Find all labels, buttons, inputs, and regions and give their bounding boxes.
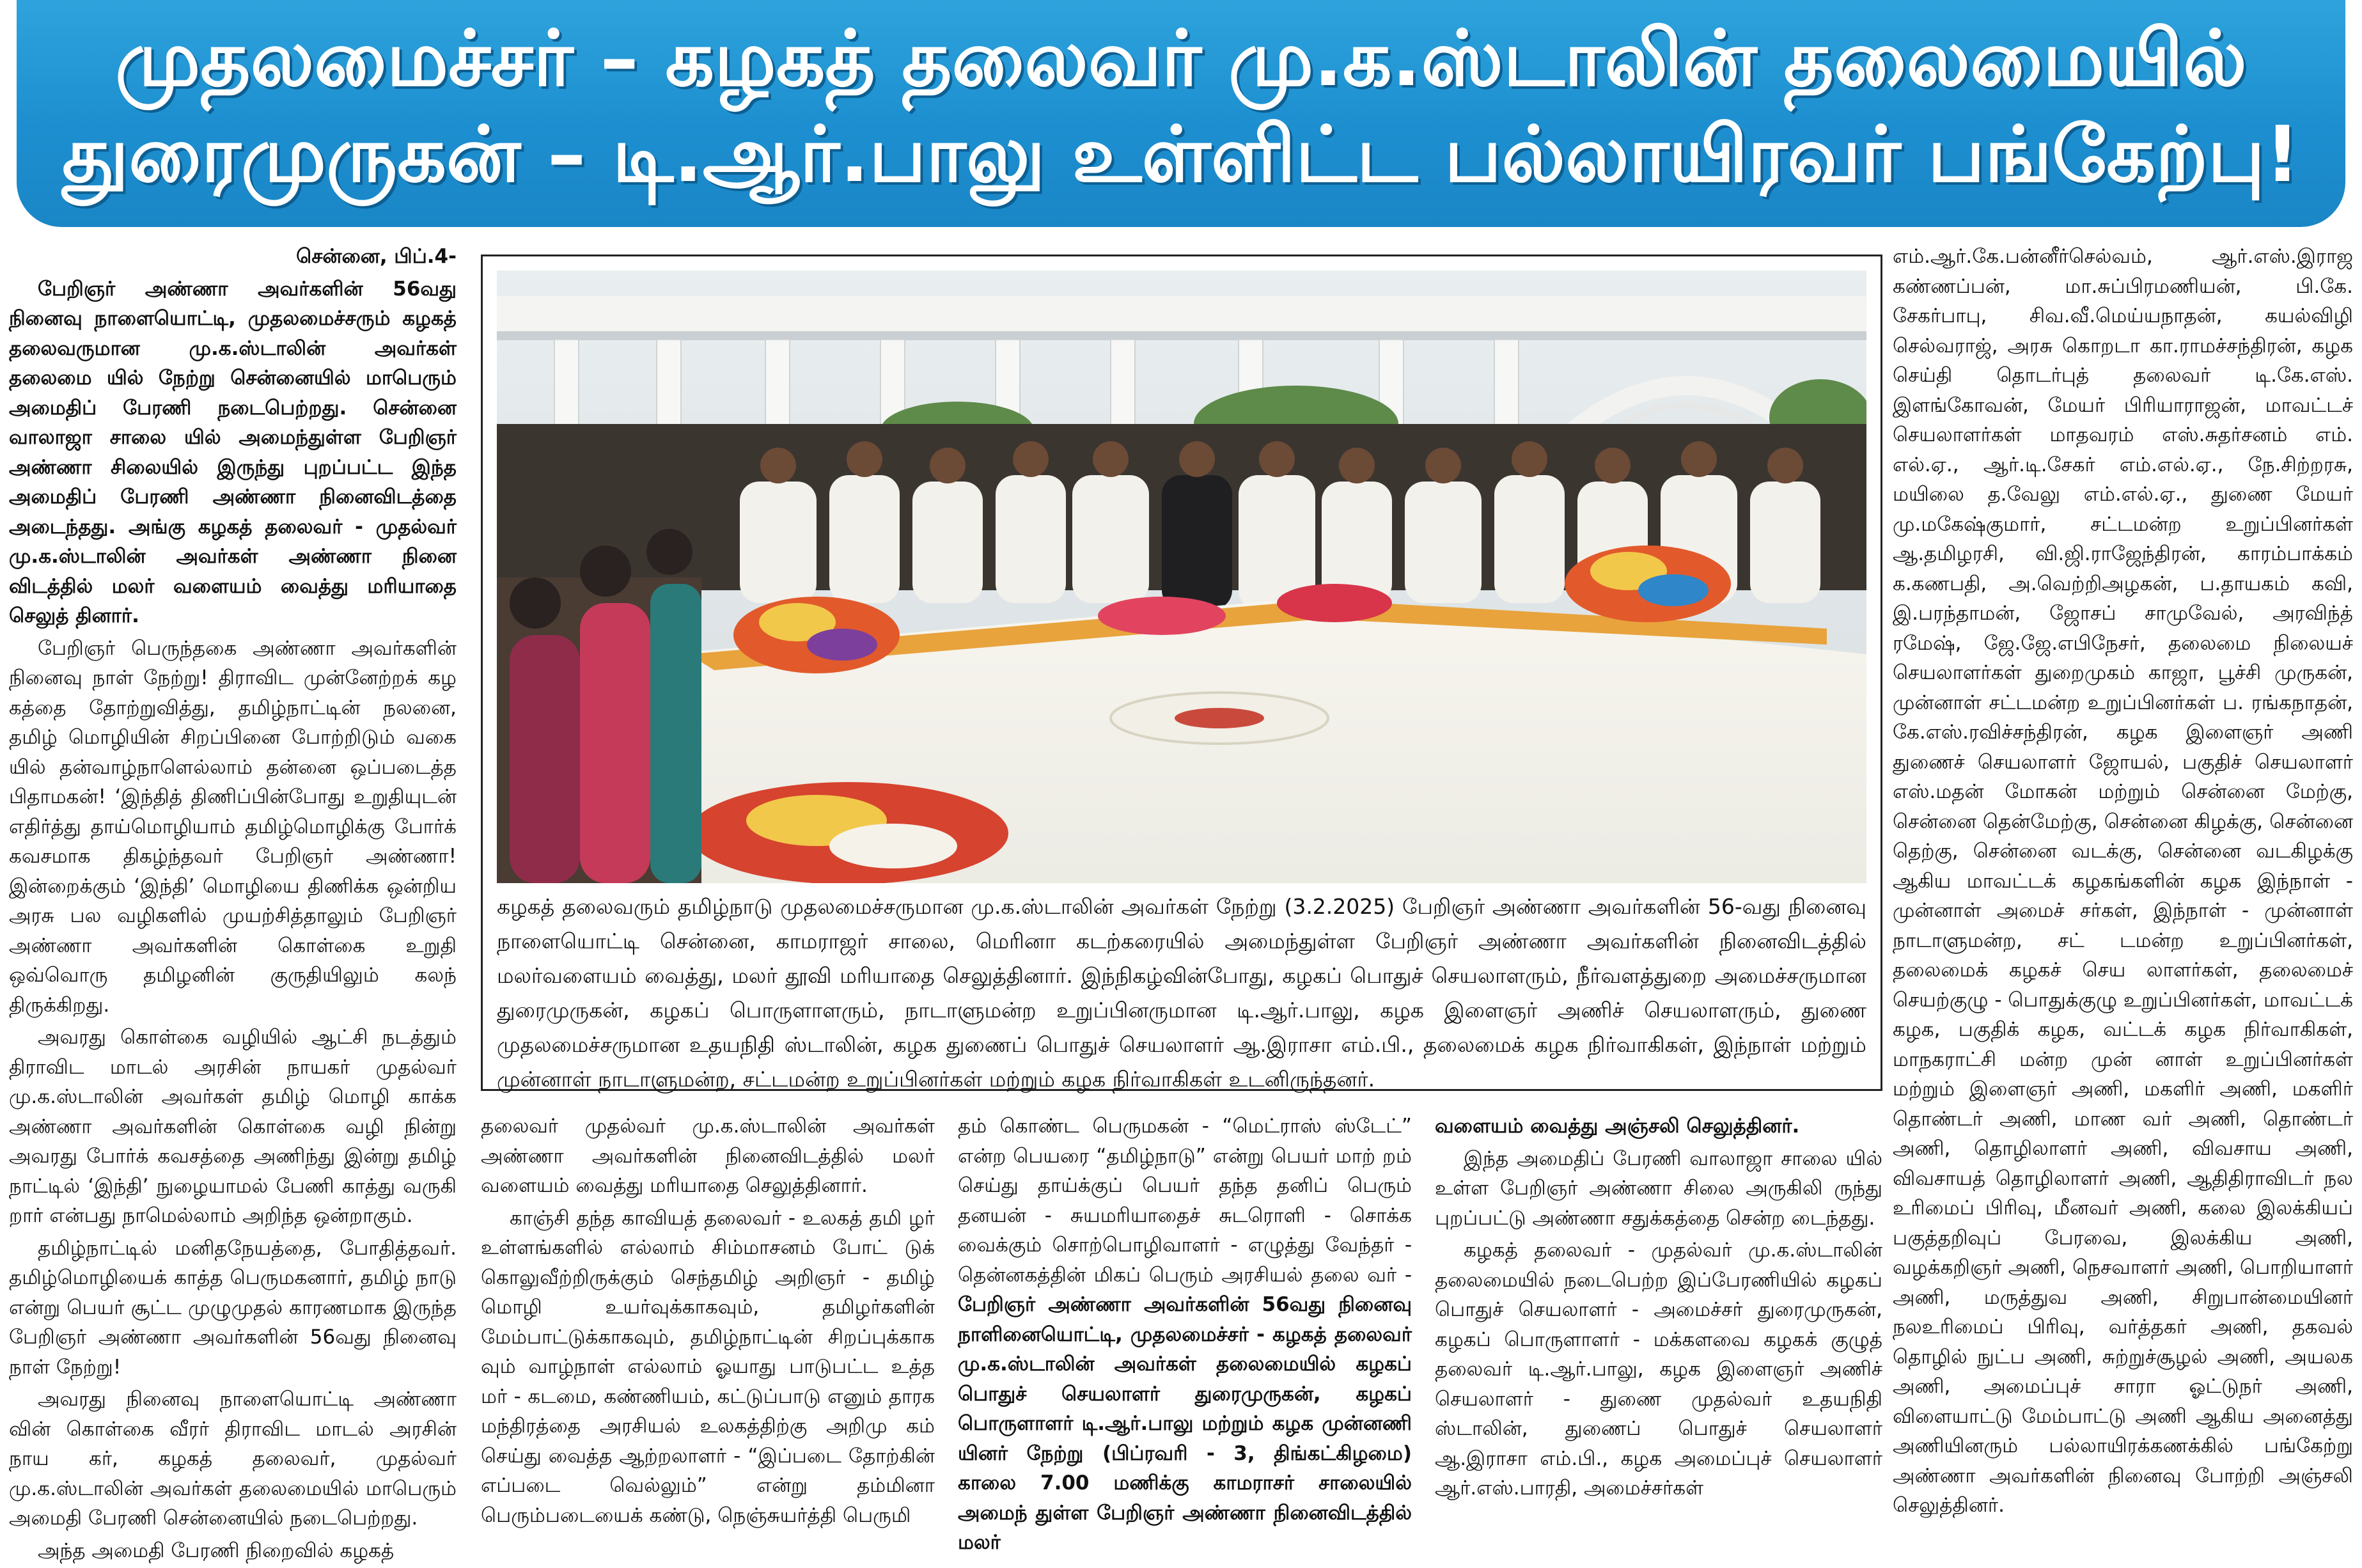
paragraph: கழகத் தலைவர் - முதல்வர் மு.க.ஸ்டாலின் தலைமையில் நடைபெற்ற இப்பேரணியில் கழகப் பொதுச் செயலாளர் - அமைச்சர் துரைமுருகன், கழகப் பொருளாளர் - மக்களவை கழகக் குழுத் தலைவர் டி.ஆர்.பாலு, கழக இளைஞர் அணிச் செயலாளர் - துணை முதல்வர் உதயநிதி ஸ்டாலின், துணைப் பொதுச் செயலாளர் ஆ.இராசா எம்.பி., கழக அமைப்புச் செயலாளர் ஆர்.எஸ்.பாரதி, அமைச்சர்கள் [1435, 1239, 1882, 1500]
paragraph: இந்த அமைதிப் பேரணி வாலாஜா சாலை யில் உள்ள பேறிஞர் அண்ணா சிலை அருகிலி ருந்து புறப்பட்டு அண்ணா சதுக்கத்தை சென்ற டைந்தது. [1435, 1147, 1882, 1230]
paragraph: அவரது நினைவு நாளையொட்டி அண்ணா வின் கொள்கை வீரர் திராவிட மாடல் அரசின் நாய கர், கழகத் தலைவர், முதல்வர் மு.க.ஸ்டாலின் அவர்கள் தலைமையில் மாபெரும் அமைதி பேரணி சென்னையில் நடைபெற்றது. [9, 1388, 457, 1530]
memorial-photo-illustration [497, 270, 1866, 883]
paragraph: பேறிஞர் பெருந்தகை அண்ணா அவர்களின் நினைவு நாள் நேற்று! திராவிட முன்னேற்றக் கழ கத்தை தோற்றுவித்து, தமிழ்நாட்டின் நலனை, தமிழ் மொழியின் சிறப்பினை போற்றிடும் வகை யில் தன்வாழ்நாளெல்லாம் தன்னை ஒப்படைத்த பிதாமகன்! ‘இந்தித் திணிப்பின்போது உறுதியுடன் எதிர்த்து தாய்மொழியாம் தமிழ்மொழிக்கு போர்க் கவசமாக திகழ்ந்தவர் பேறிஞர் அண்ணா! இன்றைக்கும் ‘இந்தி’ மொழியை திணிக்க ஒன்றிய அரசு பல வழிகளில் முயற்சித்தாலும் பேறிஞர் அண்ணா அவர்களின் கொள்கை உறுதி ஒவ்வொரு தமிழனின் குருதியிலும் கலந் திருக்கிறது. [9, 636, 457, 1017]
lead-paragraph: பேறிஞர் அண்ணா அவர்களின் 56வது நினைவு நாளையொட்டி, முதலமைச்சரும் கழகத் தலைவருமான மு.க.ஸ்டாலின் அவர்கள் தலைமை யில் நேற்று சென்னையில் மாபெரும் அமைதிப் பேரணி நடைபெற்றது. சென்னை வாலாஜா சாலை யில் அமைந்துள்ள பேறிஞர் அண்ணா சிலையில் இருந்து புறப்பட்ட இந்த அமைதிப் பேரணி அண்ணா நினைவிடத்தை அடைந்தது. அங்கு கழகத் தலைவர் - முதல்வர் மு.க.ஸ்டாலின் அவர்கள் அண்ணா நினை விடத்தில் மலர் வளையம் வைத்து மரியாதை செலுத் தினார். [9, 277, 457, 627]
photo-caption: கழகத் தலைவரும் தமிழ்நாடு முதலமைச்சருமான மு.க.ஸ்டாலின் அவர்கள் நேற்று (3.2.2025) பேறிஞர் அண்ணா அவர்களின் 56-வது நினைவு நாளையொட்டி சென்னை, காமராஜர் சாலை, மெரினா கடற்கரையில் அமைந்துள்ள பேறிஞர் அண்ணா அவர்களின் நினைவிடத்தில் மலர்வளையம் வைத்து, மலர் தூவி மரியாதை செலுத்தினார். இந்நிகழ்வின்போது, கழகப் பொதுச் செயலாளரும், நீர்வளத்துறை அமைச்சருமான துரைமுருகன், கழகப் பொருளாளரும், நாடாளுமன்ற உறுப்பினருமான டி.ஆர்.பாலு, கழக இளைஞர் அணிச் செயலாளரும், துணை முதலமைச்சருமான உதயநிதி ஸ்டாலின், கழக துணைப் பொதுச் செயலாளர் ஆ.இராசா எம்.பி., தலைமைக் கழக நிர்வாகிகள், இந்நாள் மற்றும் முன்னாள் நாடாளுமன்ற, சட்டமன்ற உறுப்பினர்கள் மற்றும் கழக நிர்வாகிகள் உடனிருந்தனர். [497, 894, 1866, 1092]
headline-line-1: முதலமைச்சர் – கழகத் தலைவர் மு.க.ஸ்டாலின் தலைமையில் [115, 15, 2247, 104]
paragraph: அவரது கொள்கை வழியில் ஆட்சி நடத்தும் திராவிட மாடல் அரசின் நாயகர் முதல்வர் மு.க.ஸ்டாலின் அவர்கள் தமிழ் மொழி காக்க அண்ணா அவர்களின் கொள்கை வழி நின்று அவரது போர்க் கவசத்தை அணிந்து இன்று தமிழ் நாட்டில் ‘இந்தி’ நுழையாமல் பேணி காத்து வருகி றார் என்பது நாமெல்லாம் அறிந்த ஒன்றாகும். [9, 1026, 457, 1227]
dateline: சென்னை, பிப்.4- [296, 245, 457, 268]
paragraph-bold-text: பேறிஞர் அண்ணா அவர்களின் 56வது நினைவு நாளினையொட்டி, முதலமைச்சர் - கழகத் தலைவர் மு.க.ஸ்டாலின் அவர்கள் தலைமையில் கழகப் பொதுச் செயலாளர் துரைமுருகன், கழகப் பொருளாளர் டி.ஆர்.பாலு மற்றும் கழக முன்னணி யினர் நேற்று (பிப்ரவரி - 3, திங்கட்கிழமை) காலை 7.00 மணிக்கு காமராசர் சாலையில் அமைந் துள்ள பேறிஞர் அண்ணா நினைவிடத்தில் மலர் [958, 1293, 1412, 1554]
paragraph [958, 1111, 1412, 1558]
paragraph: அந்த அமைதி பேரணி நிறைவில் கழகத் [38, 1539, 395, 1562]
paragraph: தலைவர் முதல்வர் மு.க.ஸ்டாலின் அவர்கள் அண்ணா அவர்களின் நினைவிடத்தில் மலர் வளையம் வைத்து மரியாதை செலுத்தினார். [481, 1115, 935, 1197]
paragraph: தமிழ்நாட்டில் மனிதநேயத்தை, போதித்தவர். தமிழ்மொழியைக் காத்த பெருமகனார், தமிழ் நாடு என்று பெயர் சூட்ட முழுமுதல் காரணமாக இருந்த பேறிஞர் அண்ணா அவர்களின் 56வது நினைவு நாள் நேற்று! [9, 1236, 457, 1379]
paragraph: காஞ்சி தந்த காவியத் தலைவர் - உலகத் தமி ழர் உள்ளங்களில் எல்லாம் சிம்மாசனம் போட் டுக் கொலுவீற்றிருக்கும் செந்தமிழ் அறிஞர் - தமிழ் மொழி உயர்வுக்காகவும், தமிழர்களின் மேம்பாட்டுக்காகவும், தமிழ்நாட்டின் சிறப்புக்காக வும் வாழ்நாள் எல்லாம் ஓயாது பாடுபட்ட உத்த மர் - கடமை, கண்ணியம், கட்டுப்பாடு எனும் தாரக மந்திரத்தை அரசியல் உலகத்திற்கு அறிமு கம் செய்து வைத்த ஆற்றலாளர் - “இப்படை தோற்கின் எப்படை வெல்லும்” என்று தம்மினா பெரும்படையைக் கண்டு, நெஞ்சுயர்த்தி பெருமி [481, 1206, 935, 1527]
headline-line-2: துரைமுருகன் – டி.ஆர்.பாலு உள்ளிட்ட பல்லாயிரவர் பங்கேற்பு! [62, 111, 2300, 200]
photo-frame [481, 255, 1882, 1091]
memorial-photo [497, 270, 1866, 883]
headline-banner [17, 0, 2345, 227]
article-column-1 [9, 242, 457, 1568]
article-column-4 [1435, 1111, 1882, 1506]
paragraph: வளையம் வைத்து அஞ்சலி செலுத்தினர். [1435, 1115, 1800, 1138]
paragraph-text: தம் கொண்ட பெருமகன் - “மெட்ராஸ் ஸ்டேட்” என்ற பெயரை “தமிழ்நாடு” என்று பெயர் மாற் றம் செய்து தாய்க்குப் பெயர் தந்த தனிப் பெரும் தனயன் - சுயமரியாதைச் சுடரொளி - சொக்க வைக்கும் சொற்பொழிவாளர் - எழுத்து வேந்தர் - தென்னகத்தின் மிகப் பெரும் அரசியல் தலை வர் - [958, 1115, 1412, 1287]
article-column-3 [958, 1111, 1412, 1560]
article-column-2 [481, 1111, 935, 1533]
paragraph: எம்.ஆர்.கே.பன்னீர்செல்வம், ஆர்.எஸ்.இராஜ கண்ணப்பன், மா.சுப்பிரமணியன், பி.கே. சேகர்பாபு, சிவ.வீ.மெய்யநாதன், கயல்விழி செல்வராஜ், அரசு கொறடா கா.ராமச்சந்திரன், கழக செய்தி தொடர்புத் தலைவர் டி.கே.எஸ். இளங்கோவன், மேயர் பிரியாராஜன், மாவட்டச் செயலாளர்கள் மாதவரம் எஸ்.சுதர்சனம் எம். எல்.ஏ., ஆர்.டி.சேகர் எம்.எல்.ஏ., நே.சிற்றரசு, மயிலை த.வேலு எம்.எல்.ஏ., துணை மேயர் மு.மகேஷ்குமார், சட்டமன்ற உறுப்பினர்கள் ஆ.தமிழரசி, வி.ஜி.ராஜேந்திரன், காரம்பாக்கம் க.கணபதி, அ.வெற்றிஅழகன், ப.தாயகம் கவி, இ.பரந்தாமன், ஜோசப் சாமுவேல், அரவிந்த் ரமேஷ், ஜே.ஜே.எபிநேசர், தலைமை நிலையச் செயலாளர்கள் துறைமுகம் காஜா, பூச்சி முருகன், முன்னாள் சட்டமன்ற உறுப்பினர்கள் ப. ரங்கநாதன், கே.எஸ்.ரவிச்சந்திரன், கழக இளைஞர் அணி துணைச் செயலாளர் ஜோயல், பகுதிச் செயலாளர் எஸ்.மதன் மோகன் மற்றும் சென்னை மேற்கு, சென்னை தென்மேற்கு, சென்னை கிழக்கு, சென்னை தெற்கு, சென்னை வடக்கு, சென்னை வடகிழக்கு ஆகிய மாவட்டக் கழகங்களின் கழக இந்நாள் - முன்னாள் அமைச் சர்கள், இந்நாள் - முன்னாள் நாடாளுமன்ற, சட் டமன்ற உறுப்பினர்கள், தலைமைக் கழகச் செய லாளர்கள், தலைமைச் செயற்குழு - பொதுக்குழு உறுப்பினர்கள், மாவட்டக் கழக, பகுதிக் கழக, வட்டக் கழக நிர்வாகிகள், மாநகராட்சி மன்ற முன் னாள் உறுப்பினர்கள் மற்றும் இளைஞர் அணி, மகளிர் அணி, மகளிர் தொண்டர் அணி, மாண வர் அணி, தொண்டர் அணி, தொழிலாளர் அணி, விவசாய அணி, விவசாயத் தொழிலாளர் அணி, ஆதிதிராவிடர் நல உரிமைப் பிரிவு, மீனவர் அணி, கலை இலக்கியப் பகுத்தறிவுப் பேரவை, இலக்கிய அணி, வழக்கறிஞர் அணி, நெசவாளர் அணி, பொறியாளர் அணி, மருத்துவ அணி, சிறுபான்மையினர் நலஉரிமைப் பிரிவு, வர்த்தகர் அணி, தகவல் தொழில் நுட்ப அணி, சுற்றுச்சூழல் அணி, அயலக அணி, அமைப்புச் சாரா ஓட்டுநர் அணி, விளையாட்டு மேம்பாட்டு அணி ஆகிய அனைத்து அணியினரும் பல்லாயிரக்கணக்கில் பங்கேற்று அண்ணா அவர்களின் நினைவு போற்றி அஞ்சலி செலுத்தினர். [1893, 245, 2353, 1517]
article-column-5 [1893, 242, 2353, 1523]
